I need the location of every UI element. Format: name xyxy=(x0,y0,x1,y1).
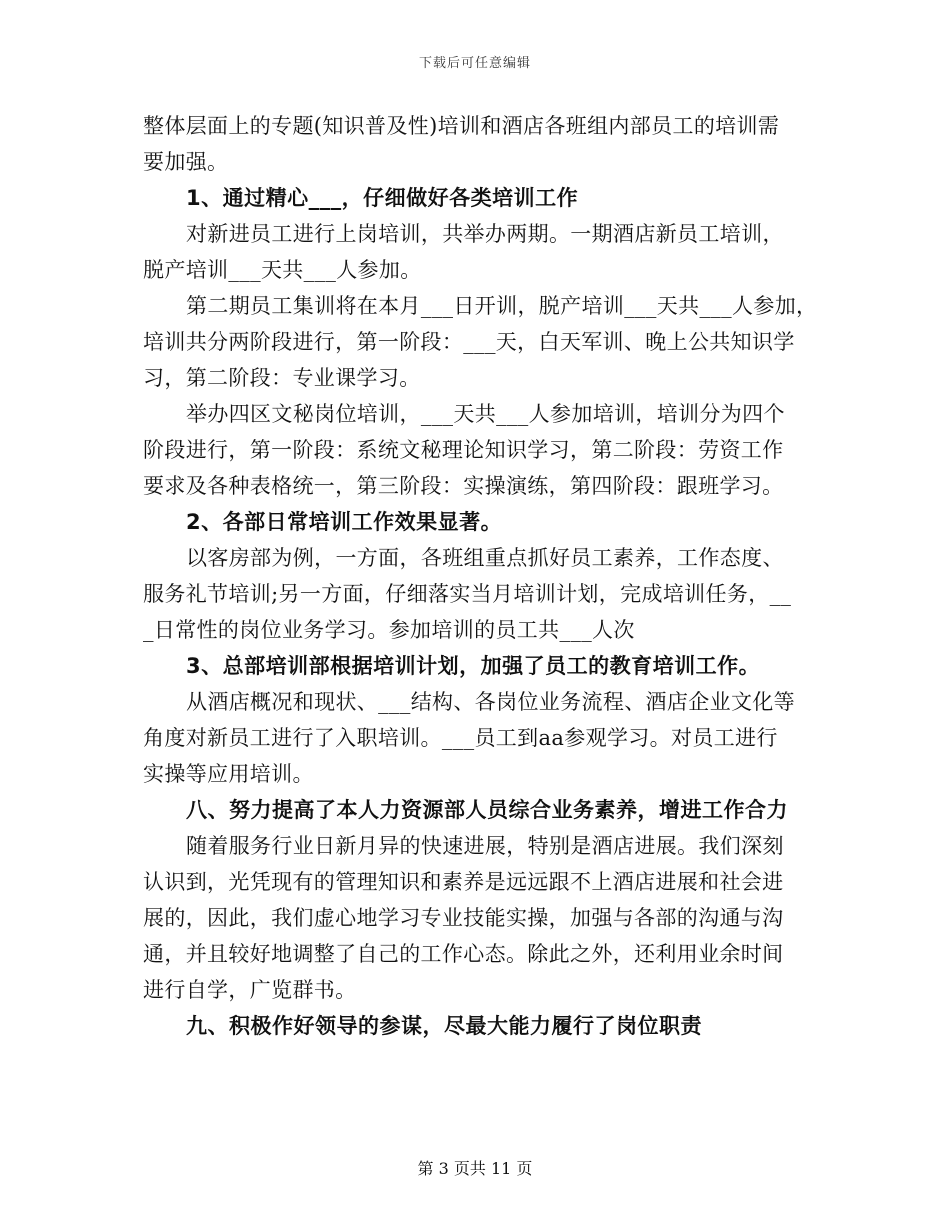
paragraph-line: 实操等应用培训。 xyxy=(143,762,314,786)
paragraph-line: 培训共分两阶段进行，第一阶段：___天，白天军训、晚上公共知识学 xyxy=(143,330,795,354)
paragraph-line: 要加强。 xyxy=(143,150,229,174)
paragraph-line: 阶段进行，第一阶段：系统文秘理论知识学习，第二阶段：劳资工作 xyxy=(143,438,784,462)
document-body xyxy=(143,108,818,1044)
paragraph-line: 要求及各种表格统一，第三阶段：实操演练，第四阶段：跟班学习。 xyxy=(143,474,784,498)
section-heading: 八、努力提高了本人力资源部人员综合业务素养，增进工作合力 xyxy=(186,798,788,822)
section-heading: 九、积极作好领导的参谋，尽最大能力履行了岗位职责 xyxy=(186,1014,702,1038)
paragraph-line: 认识到，光凭现有的管理知识和素养是远远跟不上酒店进展和社会进 xyxy=(143,870,784,894)
page-footer: 第 3 页共 11 页 xyxy=(417,1159,533,1178)
paragraph-line: 对新进员工进行上岗培训，共举办两期。一期酒店新员工培训， xyxy=(186,222,784,246)
paragraph-line: 整体层面上的专题(知识普及性)培训和酒店各班组内部员工的培训需 xyxy=(143,114,780,138)
paragraph-line: 习，第二阶段：专业课学习。 xyxy=(143,366,421,390)
section-heading: 3、总部培训部根据培训计划，加强了员工的教育培训工作。 xyxy=(186,654,761,678)
paragraph-line: 脱产培训___天共___人参加。 xyxy=(143,258,422,282)
page-header: 下载后可任意编辑 xyxy=(418,56,531,71)
paragraph-line: 角度对新员工进行了入职培训。___员工到aa参观学习。对员工进行 xyxy=(143,726,778,750)
paragraph-line: 展的，因此，我们虚心地学习专业技能实操，加强与各部的沟通与沟 xyxy=(143,906,784,930)
paragraph-line: 以客房部为例，一方面，各班组重点抓好员工素养，工作态度、 xyxy=(186,546,784,570)
section-heading: 1、通过精心___，仔细做好各类培训工作 xyxy=(186,186,579,210)
paragraph-line: 进行自学，广览群书。 xyxy=(143,978,357,1002)
paragraph-line: 第二期员工集训将在本月___日开训，脱产培训___天共___人参加， xyxy=(186,294,818,318)
paragraph-line: _日常性的岗位业务学习。参加培训的员工共___人次 xyxy=(143,618,635,642)
paragraph-line: 从酒店概况和现状、___结构、各岗位业务流程、酒店企业文化等 xyxy=(186,690,795,714)
paragraph-line: 服务礼节培训;另一方面，仔细落实当月培训计划，完成培训任务，__ xyxy=(143,582,792,606)
paragraph-line: 随着服务行业日新月异的快速进展，特别是酒店进展。我们深刻 xyxy=(186,834,784,858)
paragraph-line: 举办四区文秘岗位培训，___天共___人参加培训，培训分为四个 xyxy=(186,402,785,426)
section-heading: 2、各部日常培训工作效果显著。 xyxy=(186,510,503,534)
paragraph-line: 通，并且较好地调整了自己的工作心态。除此之外，还利用业余时间 xyxy=(143,942,784,966)
